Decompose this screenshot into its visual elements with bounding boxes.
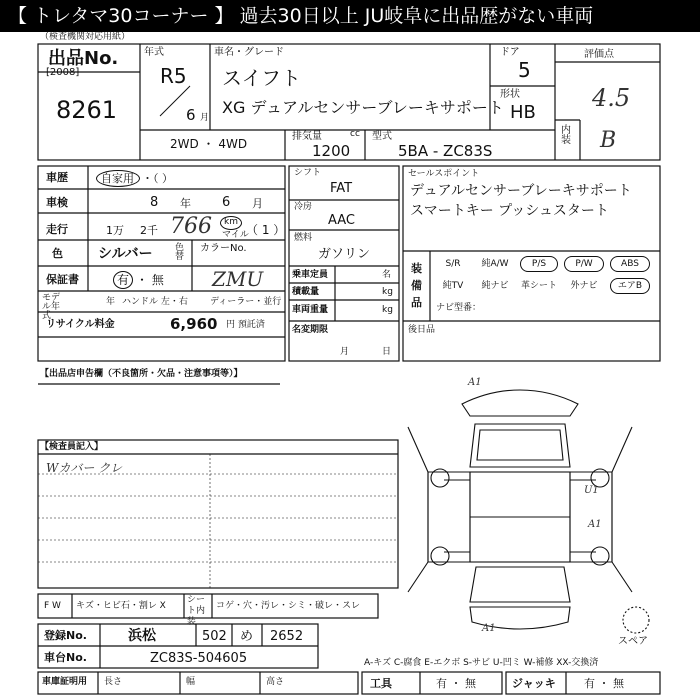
equip-sunroof: S/R xyxy=(445,259,461,269)
auction-sheet xyxy=(0,32,700,700)
expiry-label: 名変期限 xyxy=(292,325,329,335)
fw-items: キズ・ヒビ石・割レ X xyxy=(76,601,166,611)
lot-label: 出品No. xyxy=(48,48,119,69)
doors-label: ドア xyxy=(500,47,520,58)
type-label: 型式 xyxy=(372,131,392,142)
cert-length: 長さ xyxy=(104,677,123,687)
interior-label: 内装 xyxy=(561,125,571,146)
inspection-month-unit: 月 xyxy=(252,197,263,210)
spare-label: スペア xyxy=(618,636,648,647)
mileage-label: 走行 xyxy=(46,223,68,236)
sales-points-label: セールスポイント xyxy=(408,169,480,179)
model-year-label: モデル年式 xyxy=(42,293,61,321)
month-unit: 月 xyxy=(200,113,210,123)
capacity-label: 乗車定員 xyxy=(292,270,329,280)
inspection-month: 6 xyxy=(222,195,231,210)
load-label: 積載量 xyxy=(292,287,320,297)
mileage-value: 766 xyxy=(170,214,212,239)
mileage-unit-1k: 2千 xyxy=(140,224,158,237)
mileage-rest: （ 1 ） xyxy=(246,223,286,237)
navi-model-label: ナビ型番： xyxy=(436,303,482,313)
equip-tv: 純TV xyxy=(442,281,464,291)
color-value: シルバー xyxy=(98,246,153,262)
model-year-unit: 年 xyxy=(106,297,116,307)
sales-point-line-1: デュアルセンサーブレーキサポート xyxy=(410,183,632,199)
jack-label: ジャッキ xyxy=(512,677,556,690)
expiry-day: 日 xyxy=(382,347,392,357)
interior-value: B xyxy=(600,128,617,153)
doors-value: 5 xyxy=(518,58,531,82)
weight-label: 車両重量 xyxy=(292,305,329,315)
jack-options: 有 ・ 無 xyxy=(584,677,624,690)
equip-leather-seats: 革シート xyxy=(520,281,557,291)
equip-power-steering: P/S xyxy=(520,256,558,272)
score-label: 評価点 xyxy=(584,49,614,60)
equip-alloy-wheels: 純A/W xyxy=(481,259,509,269)
after-label: 後日品 xyxy=(408,325,436,335)
lot-year-tag: [2008] xyxy=(46,67,80,78)
reg-class: 502 xyxy=(202,629,227,644)
inspection-label: 車検 xyxy=(46,196,68,209)
reg-number: 2652 xyxy=(270,629,304,644)
type-value: 5BA - ZC83S xyxy=(398,142,493,160)
inspection-year: 8 xyxy=(150,195,159,210)
inspection-year-unit: 年 xyxy=(180,197,191,210)
declaration-label: 【出品店申告欄（不良箇所・欠品・注意事項等）】 xyxy=(40,369,243,379)
equip-navi: 純ナビ xyxy=(481,281,509,291)
cert-height: 高さ xyxy=(266,677,285,687)
chassis-value: ZC83S-504605 xyxy=(150,651,248,666)
history-value: 自家用 xyxy=(101,172,134,185)
reg-city: 浜松 xyxy=(128,628,156,644)
reg-label: 登録No. xyxy=(44,629,87,642)
ac-label: 冷房 xyxy=(294,202,313,212)
equip-power-windows: P/W xyxy=(564,256,604,272)
warranty-no: ・ 無 xyxy=(136,273,164,287)
damage-mark: A1 xyxy=(482,623,496,634)
damage-mark: A1 xyxy=(468,377,482,388)
car-name: スイフト xyxy=(222,66,301,90)
shift-label: シフト xyxy=(294,168,322,178)
score-value: 4.5 xyxy=(592,84,631,112)
drive-type: 2WD ・ 4WD xyxy=(170,137,248,151)
weight-unit: kg xyxy=(382,305,393,315)
year-month: 6 xyxy=(186,106,196,124)
load-unit: kg xyxy=(382,287,393,297)
car-diagram xyxy=(408,390,649,633)
recycle-value: 6,960 xyxy=(170,315,218,333)
displacement-label: 排気量 xyxy=(292,131,322,142)
dealer-label: ディーラー・並行 xyxy=(210,297,282,307)
color-no-label: カラーNo. xyxy=(200,243,247,254)
mileage-km: km xyxy=(224,217,238,227)
fuel-label: 燃料 xyxy=(294,233,313,243)
ac-value: AAC xyxy=(328,213,355,228)
expiry-month: 月 xyxy=(340,347,350,357)
mileage-unit-10k: 1万 xyxy=(106,224,124,237)
body-value: HB xyxy=(510,102,536,123)
tool-label: 工具 xyxy=(370,677,392,690)
certificate-note: （検査機関対応用紙） xyxy=(40,32,131,42)
damage-mark: A1 xyxy=(588,519,602,530)
model-label: 車名・グレード xyxy=(214,47,284,58)
fw-label: F W xyxy=(44,601,61,611)
displacement-value: 1200 xyxy=(312,142,351,160)
cert-label: 車庫証明用 xyxy=(42,677,88,687)
tool-options: 有 ・ 無 xyxy=(436,677,476,690)
grade: XG デュアルセンサーブレーキサポート xyxy=(222,98,504,117)
chassis-label: 車台No. xyxy=(44,651,87,664)
displacement-unit: cc xyxy=(350,129,360,139)
cert-width: 幅 xyxy=(186,677,196,687)
seat-label: シート内装 xyxy=(187,595,206,627)
equip-airbag: エアB xyxy=(610,278,650,294)
equip-ext-navi: 外ナビ xyxy=(570,281,598,291)
inspector-label: 【検査員記入】 xyxy=(40,442,104,452)
color-change-label: 色替 xyxy=(175,243,185,262)
shift-value: FAT xyxy=(330,181,353,196)
handle-label: ハンドル 左・右 xyxy=(122,297,188,307)
mileage-mile: マイル xyxy=(222,230,249,240)
seat-items: コゲ・穴・汚レ・シミ・破レ・スレ xyxy=(216,601,361,611)
recycle-label: リサイクル料金 xyxy=(46,319,115,330)
capacity-unit: 名 xyxy=(382,270,392,280)
color-no-value: ZMU xyxy=(212,267,264,291)
damage-mark: U1 xyxy=(584,485,599,496)
equipment-label: 装備品 xyxy=(411,262,422,309)
inspector-note: Wカバー クレ xyxy=(46,461,123,475)
warranty-label: 保証書 xyxy=(46,273,79,286)
color-label: 色 xyxy=(52,247,63,260)
body-label: 形状 xyxy=(500,89,520,100)
banner: 【 トレタマ30コーナー 】 過去30日以上 JU岐阜に出品歴がない車両 xyxy=(0,0,700,32)
year-era: R5 xyxy=(160,64,187,88)
warranty-yes: 有 xyxy=(117,273,130,287)
lot-number: 8261 xyxy=(56,96,118,124)
fuel-value: ガソリン xyxy=(318,247,371,262)
sales-point-line-2: スマートキー プッシュスタート xyxy=(410,203,609,219)
damage-legend: A-キズ C-腐食 E-エクボ S-サビ U-凹ミ W-補修 XX-交換済 xyxy=(364,658,599,668)
history-label: 車歴 xyxy=(46,171,68,184)
recycle-unit: 円 預託済 xyxy=(226,320,265,330)
year-label: 年式 xyxy=(144,47,164,58)
equip-abs: ABS xyxy=(610,256,650,272)
history-rest: ・（ ） xyxy=(142,172,173,185)
reg-kana: め xyxy=(240,629,254,644)
